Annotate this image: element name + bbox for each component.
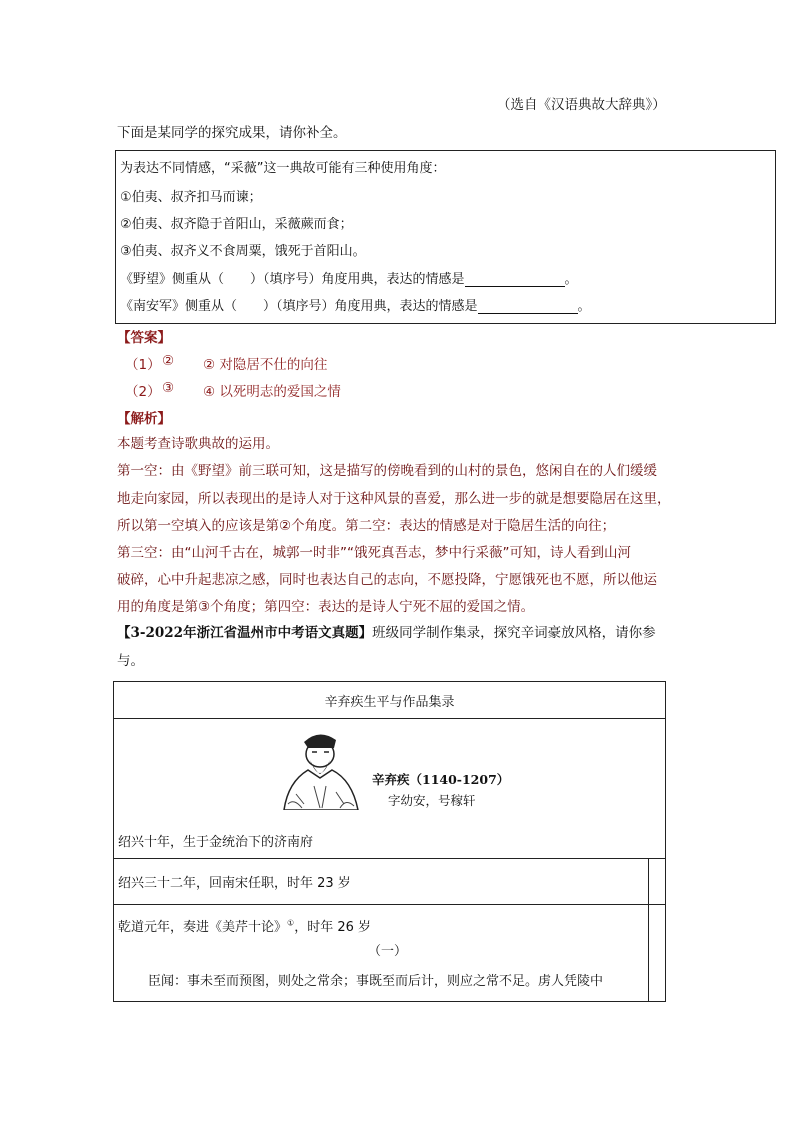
analysis-line: 第一空：由《野望》前三联可知，这是描写的傍晚看到的山村的景色，悠闲自在的人们缓缓 bbox=[117, 463, 657, 479]
question-source: 【3-2022年浙江省温州市中考语文真题】 bbox=[117, 625, 373, 641]
excerpt-text: 臣闻：事未至而预图，则处之常余；事既至而后计，则应之常不足。虏人凭陵中 bbox=[148, 974, 604, 989]
period: 。 bbox=[564, 272, 578, 287]
answer-row-1 bbox=[0, 353, 794, 373]
question-nananjun-text: 《南安军》侧重从（ ）（填序号）角度用典，表达的情感是 bbox=[120, 299, 478, 314]
row-text: 乾道元年，奏进《美芹十论》 bbox=[118, 920, 288, 935]
task-box bbox=[115, 150, 776, 324]
analysis-line: 破碎，心中升起悲凉之感，同时也表达自己的志向，不愿投降，宁愿饿死也不愿，所以他运 bbox=[117, 572, 657, 588]
option-2: ②伯夷、叔齐隐于首阳山，采薇蕨而食； bbox=[120, 217, 353, 232]
table-title: 辛弃疾生平与作品集录 bbox=[324, 695, 455, 710]
table-row: 绍兴三十二年，回南宋任职，时年 23 岁 bbox=[118, 876, 351, 891]
person-alias: 字幼安，号稼轩 bbox=[388, 793, 476, 808]
table-row: 绍兴十年，生于金统治下的济南府 bbox=[118, 835, 314, 850]
analysis-line: 第三空：由“山河千古在，城郭一时非”“饿死真吾志，梦中行采薇”可知，诗人看到山河 bbox=[117, 545, 631, 561]
answer-blank[interactable] bbox=[478, 299, 578, 314]
answer-part-a: ② bbox=[162, 353, 175, 369]
period: 。 bbox=[577, 299, 591, 314]
analysis-line: 所以第一空填入的应该是第②个角度。第二空：表达的情感是对于隐居生活的向往； bbox=[117, 518, 616, 534]
task-line: 为表达不同情感，“采薇”这一典故可能有三种使用角度： bbox=[120, 161, 446, 176]
analysis-line: 用的角度是第③个角度；第四空：表达的是诗人宁死不屈的爱国之情。 bbox=[117, 599, 535, 615]
footnote-marker[interactable]: ① bbox=[287, 918, 295, 928]
option-1: ①伯夷、叔齐扣马而谏； bbox=[120, 190, 262, 205]
question-text: 班级同学制作集录，探究辛词豪放风格，请你参 bbox=[372, 625, 656, 641]
answer-num: （1） bbox=[125, 357, 161, 373]
source-citation: （选自《汉语典故大辞典》） bbox=[497, 97, 666, 113]
answer-blank[interactable] bbox=[465, 272, 565, 287]
collection-table bbox=[113, 681, 666, 1002]
table-row bbox=[118, 916, 371, 935]
answer-num: （2） bbox=[125, 384, 161, 400]
answer-part-b: ④ 以死明志的爱国之情 bbox=[203, 384, 341, 400]
answer-part-b: ② 对隐居不仕的向往 bbox=[203, 357, 328, 373]
option-3: ③伯夷、叔齐义不食周粟，饿死于首阳山。 bbox=[120, 244, 366, 259]
row-text: ，时年 26 岁 bbox=[294, 920, 371, 935]
intro-text: 下面是某同学的探究成果，请你补全。 bbox=[117, 125, 347, 141]
question-text-cont: 与。 bbox=[117, 653, 144, 669]
question-yewang bbox=[120, 268, 578, 287]
person-name: 辛弃疾（1140-1207） bbox=[372, 772, 510, 787]
answer-row-2 bbox=[0, 380, 794, 400]
analysis-line: 地走向家园，所以表现出的是诗人对于这种风景的喜爱，那么进一步的就是想要隐居在这里， bbox=[117, 491, 671, 507]
answer-label: 【答案】 bbox=[117, 330, 171, 346]
question-yewang-text: 《野望》侧重从（ ）（填序号）角度用典，表达的情感是 bbox=[120, 272, 465, 287]
question-3 bbox=[117, 623, 656, 643]
analysis-label: 【解析】 bbox=[117, 411, 171, 427]
question-nananjun bbox=[120, 295, 591, 314]
section-number: （一） bbox=[368, 944, 408, 959]
answer-part-a: ③ bbox=[162, 380, 175, 396]
analysis-line: 本题考查诗歌典故的运用。 bbox=[117, 436, 279, 452]
xin-qiji-portrait bbox=[274, 724, 364, 810]
